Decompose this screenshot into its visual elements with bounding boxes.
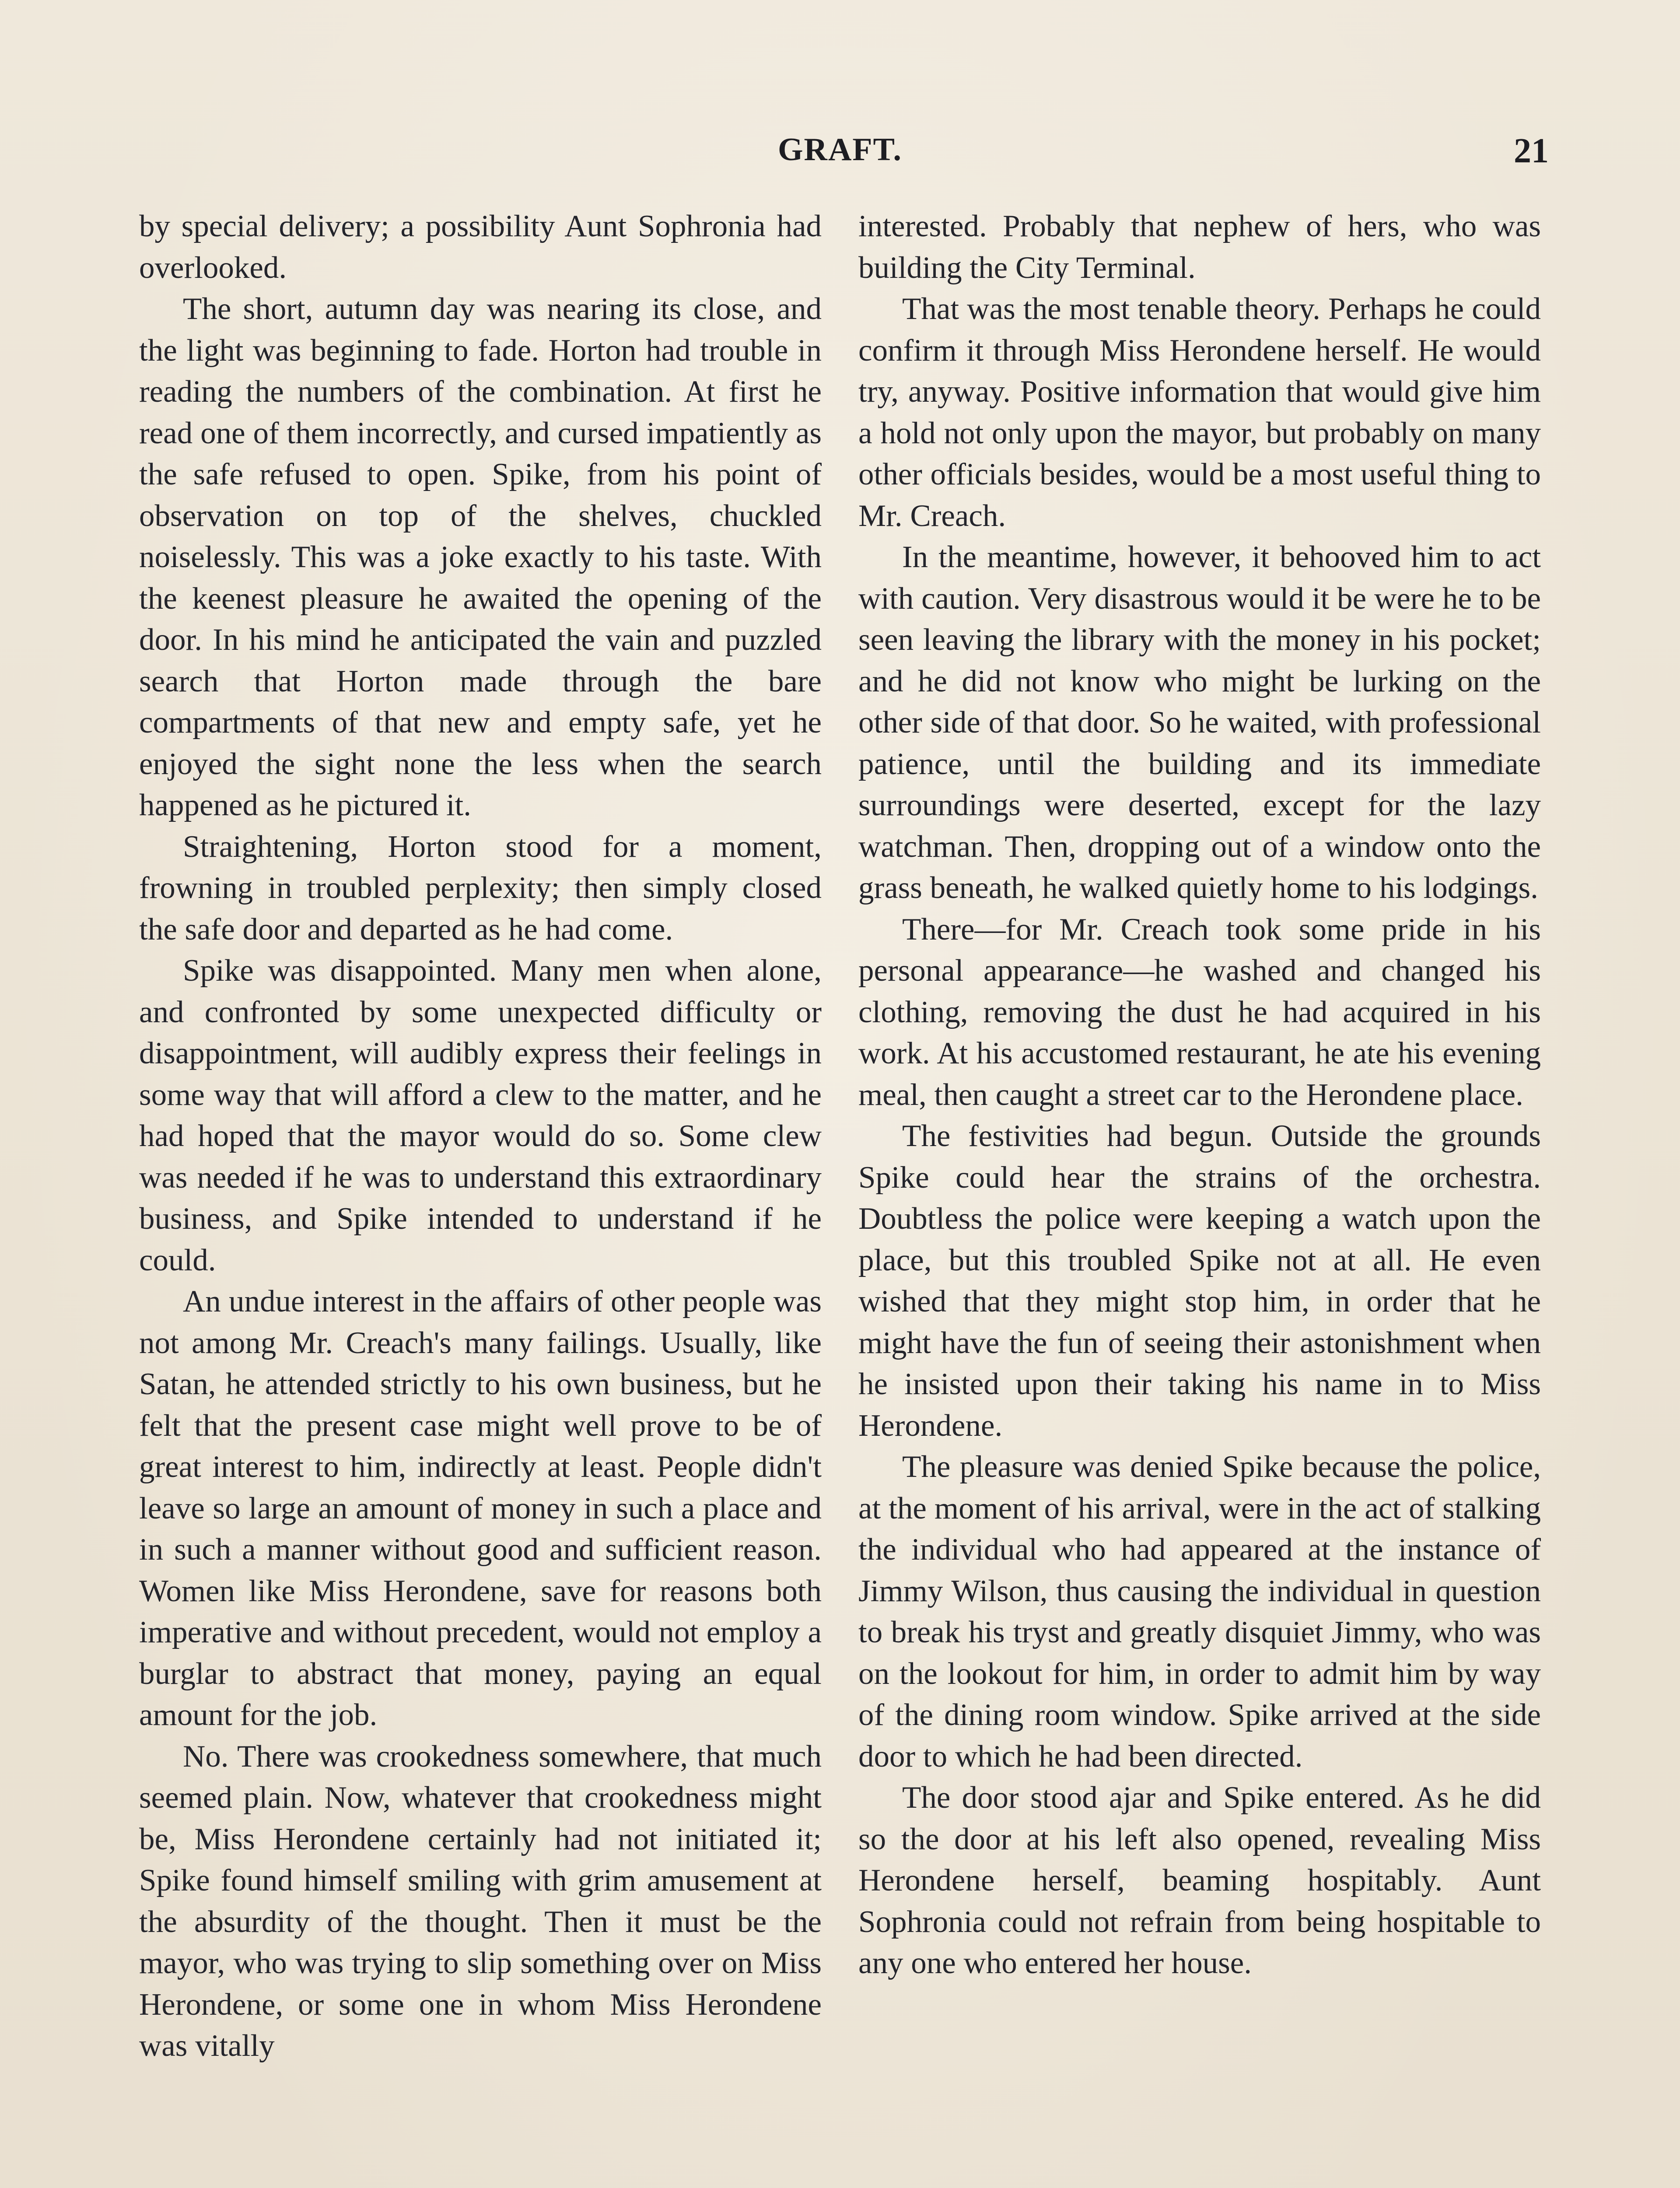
paragraph: Spike was disappointed. Many men when alone, and confronted by some unexpected difficulty or disappointment, will audibly express their feelings in some way that will afford a clew to the matter, and he had hoped that the mayor would do so. Some clew was needed if he was to understand this extraordinary business, and Spike intended to understand if he could.: [139, 954, 822, 1277]
paragraph: by special delivery; a possibility Aunt Sophronia had overlooked.: [139, 209, 822, 285]
page-header: [131, 131, 1549, 179]
paragraph: In the meantime, however, it behooved him to act with caution. Very disastrous would it be were he to be seen leaving the library with the money in his pocket; and he did not know who might be lurking on the other side of that door. So he waited, with professional patience, until the building and its immediate surroundings were deserted, except for the lazy watchman. Then, dropping out of a window onto the grass beneath, he walked quietly home to his lodgings.: [858, 540, 1541, 905]
paragraph: Straightening, Horton stood for a moment, frowning in troubled perplexity; then simply closed the safe door and departed as he had come.: [139, 829, 822, 947]
page-number: 21: [1514, 132, 1549, 170]
running-title: GRAFT.: [777, 132, 902, 168]
left-column: [139, 206, 822, 2067]
paragraph: No. There was crookedness somewhere, that much seemed plain. Now, whatever that crookedness might be, Miss Herondene certainly had not initiated it; Spike found himself smiling with grim amusement at the absurdity of the thought. Then it must be the mayor, who was trying to slip something over on Miss Herondene, or some one in whom Miss Herondene was vitally: [139, 1739, 822, 2063]
paragraph: There—for Mr. Creach took some pride in his personal appearance—he washed and changed his clothing, removing the dust he had acquired in his work. At his accustomed restaurant, he ate his evening meal, then caught a street car to the Herondene place.: [858, 912, 1541, 1112]
paragraph: The door stood ajar and Spike entered. As he did so the door at his left also opened, revealing Miss Herondene herself, beaming hospitably. Aunt Sophronia could not refrain from being hospitable to any one who entered her house.: [858, 1781, 1541, 1980]
paragraph: That was the most tenable theory. Perhaps he could confirm it through Miss Herondene herself. He would try, anyway. Positive information that would give him a hold not only upon the mayor, but probably on many other officials besides, would be a most useful thing to Mr. Creach.: [858, 292, 1541, 533]
text-columns: [139, 206, 1541, 2188]
paragraph: The festivities had begun. Outside the grounds Spike could hear the strains of the orchestra. Doubtless the police were keeping a watch upon the place, but this troubled Spike not at all. He even wished that they might stop him, in order that he might have the fun of seeing their astonishment when he insisted upon their taking his name in to Miss Herondene.: [858, 1119, 1541, 1443]
paragraph: The short, autumn day was nearing its close, and the light was beginning to fade. Horton had trouble in reading the numbers of the combination. At first he read one of them incorrectly, and cursed impatiently as the safe refused to open. Spike, from his point of observation on top of the shelves, chuckled noiselessly. This was a joke exactly to his taste. With the keenest pleasure he awaited the opening of the door. In his mind he anticipated the vain and puzzled search that Horton made through the bare compartments of that new and empty safe, yet he enjoyed the sight none the less when the search happened as he pictured it.: [139, 292, 822, 822]
right-column: [858, 206, 1541, 1984]
paragraph: interested. Probably that nephew of hers, who was building the City Terminal.: [858, 209, 1541, 285]
paragraph: An undue interest in the affairs of other people was not among Mr. Creach's many failings. Usually, like Satan, he attended strictly to his own business, but he felt that the present case might well prove to be of great interest to him, indirectly at least. People didn't leave so large an amount of money in such a place and in such a manner without good and sufficient reason. Women like Miss Herondene, save for reasons both imperative and without precedent, would not employ a burglar to abstract that money, paying an equal amount for the job.: [139, 1284, 822, 1732]
paragraph: The pleasure was denied Spike because the police, at the moment of his arrival, were in the act of stalking the individual who had appeared at the instance of Jimmy Wilson, thus causing the individual in question to break his tryst and greatly disquiet Jimmy, who was on the lookout for him, in order to admit him by way of the dining room window. Spike arrived at the side door to which he had been directed.: [858, 1450, 1541, 1774]
